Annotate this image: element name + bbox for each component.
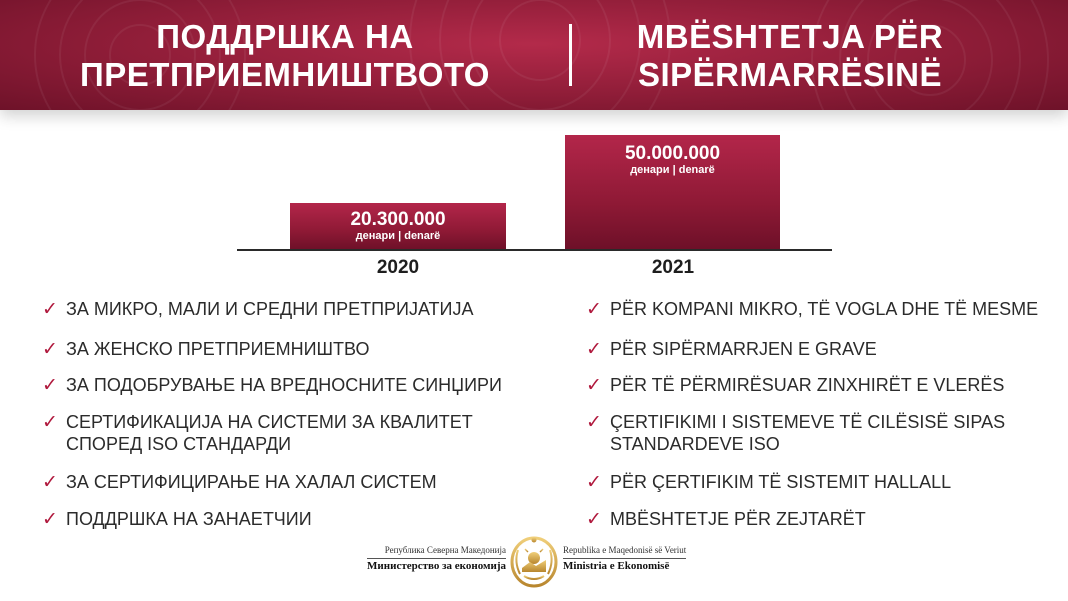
title-sq-line1: MBËSHTETJA PËR xyxy=(636,18,944,55)
list-item xyxy=(586,411,1006,455)
check-icon: ✓ xyxy=(586,471,602,493)
list-item xyxy=(42,471,437,493)
check-icon: ✓ xyxy=(586,374,602,396)
check-icon: ✓ xyxy=(586,508,602,530)
list-item xyxy=(42,411,482,455)
bar-2020 xyxy=(290,203,506,250)
title-sq-line2: SIPËRMARRËSINË xyxy=(637,56,943,93)
list-item-text: ЗА МИКРО, МАЛИ И СРЕДНИ ПРЕТПРИЈАТИЈА xyxy=(66,299,474,319)
list-item xyxy=(586,298,1038,320)
list-item xyxy=(586,508,866,530)
list-item-text: СЕРТИФИКАЦИЈА НА СИСТЕМИ ЗА КВАЛИТЕТ СПОРЕД ISO СТАНДАРДИ xyxy=(66,412,473,454)
list-item-text: PËR TË PËRMIRËSUAR ZINXHIRËT E VLERËS xyxy=(610,375,1005,395)
list-item xyxy=(42,298,474,320)
list-item xyxy=(586,471,951,493)
check-icon: ✓ xyxy=(586,411,602,433)
bar-2021 xyxy=(565,135,780,250)
republic-name-sq: Republika e Maqedonisë së Veriut xyxy=(563,544,686,559)
list-item-text: ЗА ПОДОБРУВАЊЕ НА ВРЕДНОСНИТЕ СИНЏИРИ xyxy=(66,375,502,395)
check-icon: ✓ xyxy=(586,298,602,320)
list-item xyxy=(586,338,877,360)
list-item-text: MBËSHTETJE PËR ZEJTARËT xyxy=(610,509,866,529)
list-item-text: ЗА СЕРТИФИЦИРАЊЕ НА ХАЛАЛ СИСТЕМ xyxy=(66,472,437,492)
check-icon: ✓ xyxy=(42,374,58,396)
ministry-macedonian xyxy=(367,544,506,574)
bar-2020-amount: 20.300.000 xyxy=(350,209,446,230)
list-item-text: ÇERTIFIKIMI I SISTEMEVE TË CILËSISË SIPAS STANDARDEVE ISO xyxy=(610,412,1006,454)
list-item-text: PËR SIPËRMARRJEN E GRAVE xyxy=(610,339,877,359)
chart-baseline xyxy=(237,249,832,251)
republic-name-mk: Република Северна Македонија xyxy=(367,544,506,559)
list-item-text: ЗА ЖЕНСКО ПРЕТПРИЕМНИШТВО xyxy=(66,339,370,359)
title-macedonian xyxy=(40,18,530,94)
year-label-2020: 2020 xyxy=(376,257,420,278)
bar-2021-amount: 50.000.000 xyxy=(624,143,721,164)
check-icon: ✓ xyxy=(42,411,58,433)
list-item-text: PËR KOMPANI MIKRO, TË VOGLA DHE TË MESME xyxy=(610,299,1039,319)
bar-2020-unit: денари | denarë xyxy=(355,230,441,242)
title-divider xyxy=(569,24,572,86)
check-icon: ✓ xyxy=(42,298,58,320)
header-banner xyxy=(0,0,1068,110)
check-icon: ✓ xyxy=(42,471,58,493)
footer xyxy=(0,528,1068,601)
list-item xyxy=(42,508,312,530)
coat-of-arms-icon xyxy=(510,532,558,588)
list-item xyxy=(586,374,1004,396)
check-icon: ✓ xyxy=(42,508,58,530)
title-mk-line1: ПОДДРШКА НА xyxy=(156,18,414,55)
list-item xyxy=(42,338,369,360)
year-label-2021: 2021 xyxy=(651,257,695,278)
check-icon: ✓ xyxy=(586,338,602,360)
title-mk-line2: ПРЕТПРИЕМНИШТВОТО xyxy=(80,56,490,93)
ministry-name-sq: Ministria e Ekonomisë xyxy=(563,560,670,572)
ministry-albanian xyxy=(563,544,686,574)
list-item-text: PËR ÇERTIFIKIM TË SISTEMIT HALLALL xyxy=(610,472,952,492)
check-icon: ✓ xyxy=(42,338,58,360)
list-item xyxy=(42,374,502,396)
title-albanian xyxy=(575,18,1005,94)
list-item-text: ПОДДРШКА НА ЗАНАЕТЧИИ xyxy=(66,509,312,529)
bar-2021-unit: денари | denarë xyxy=(630,164,715,176)
ministry-name-mk: Министерство за економија xyxy=(367,560,506,572)
